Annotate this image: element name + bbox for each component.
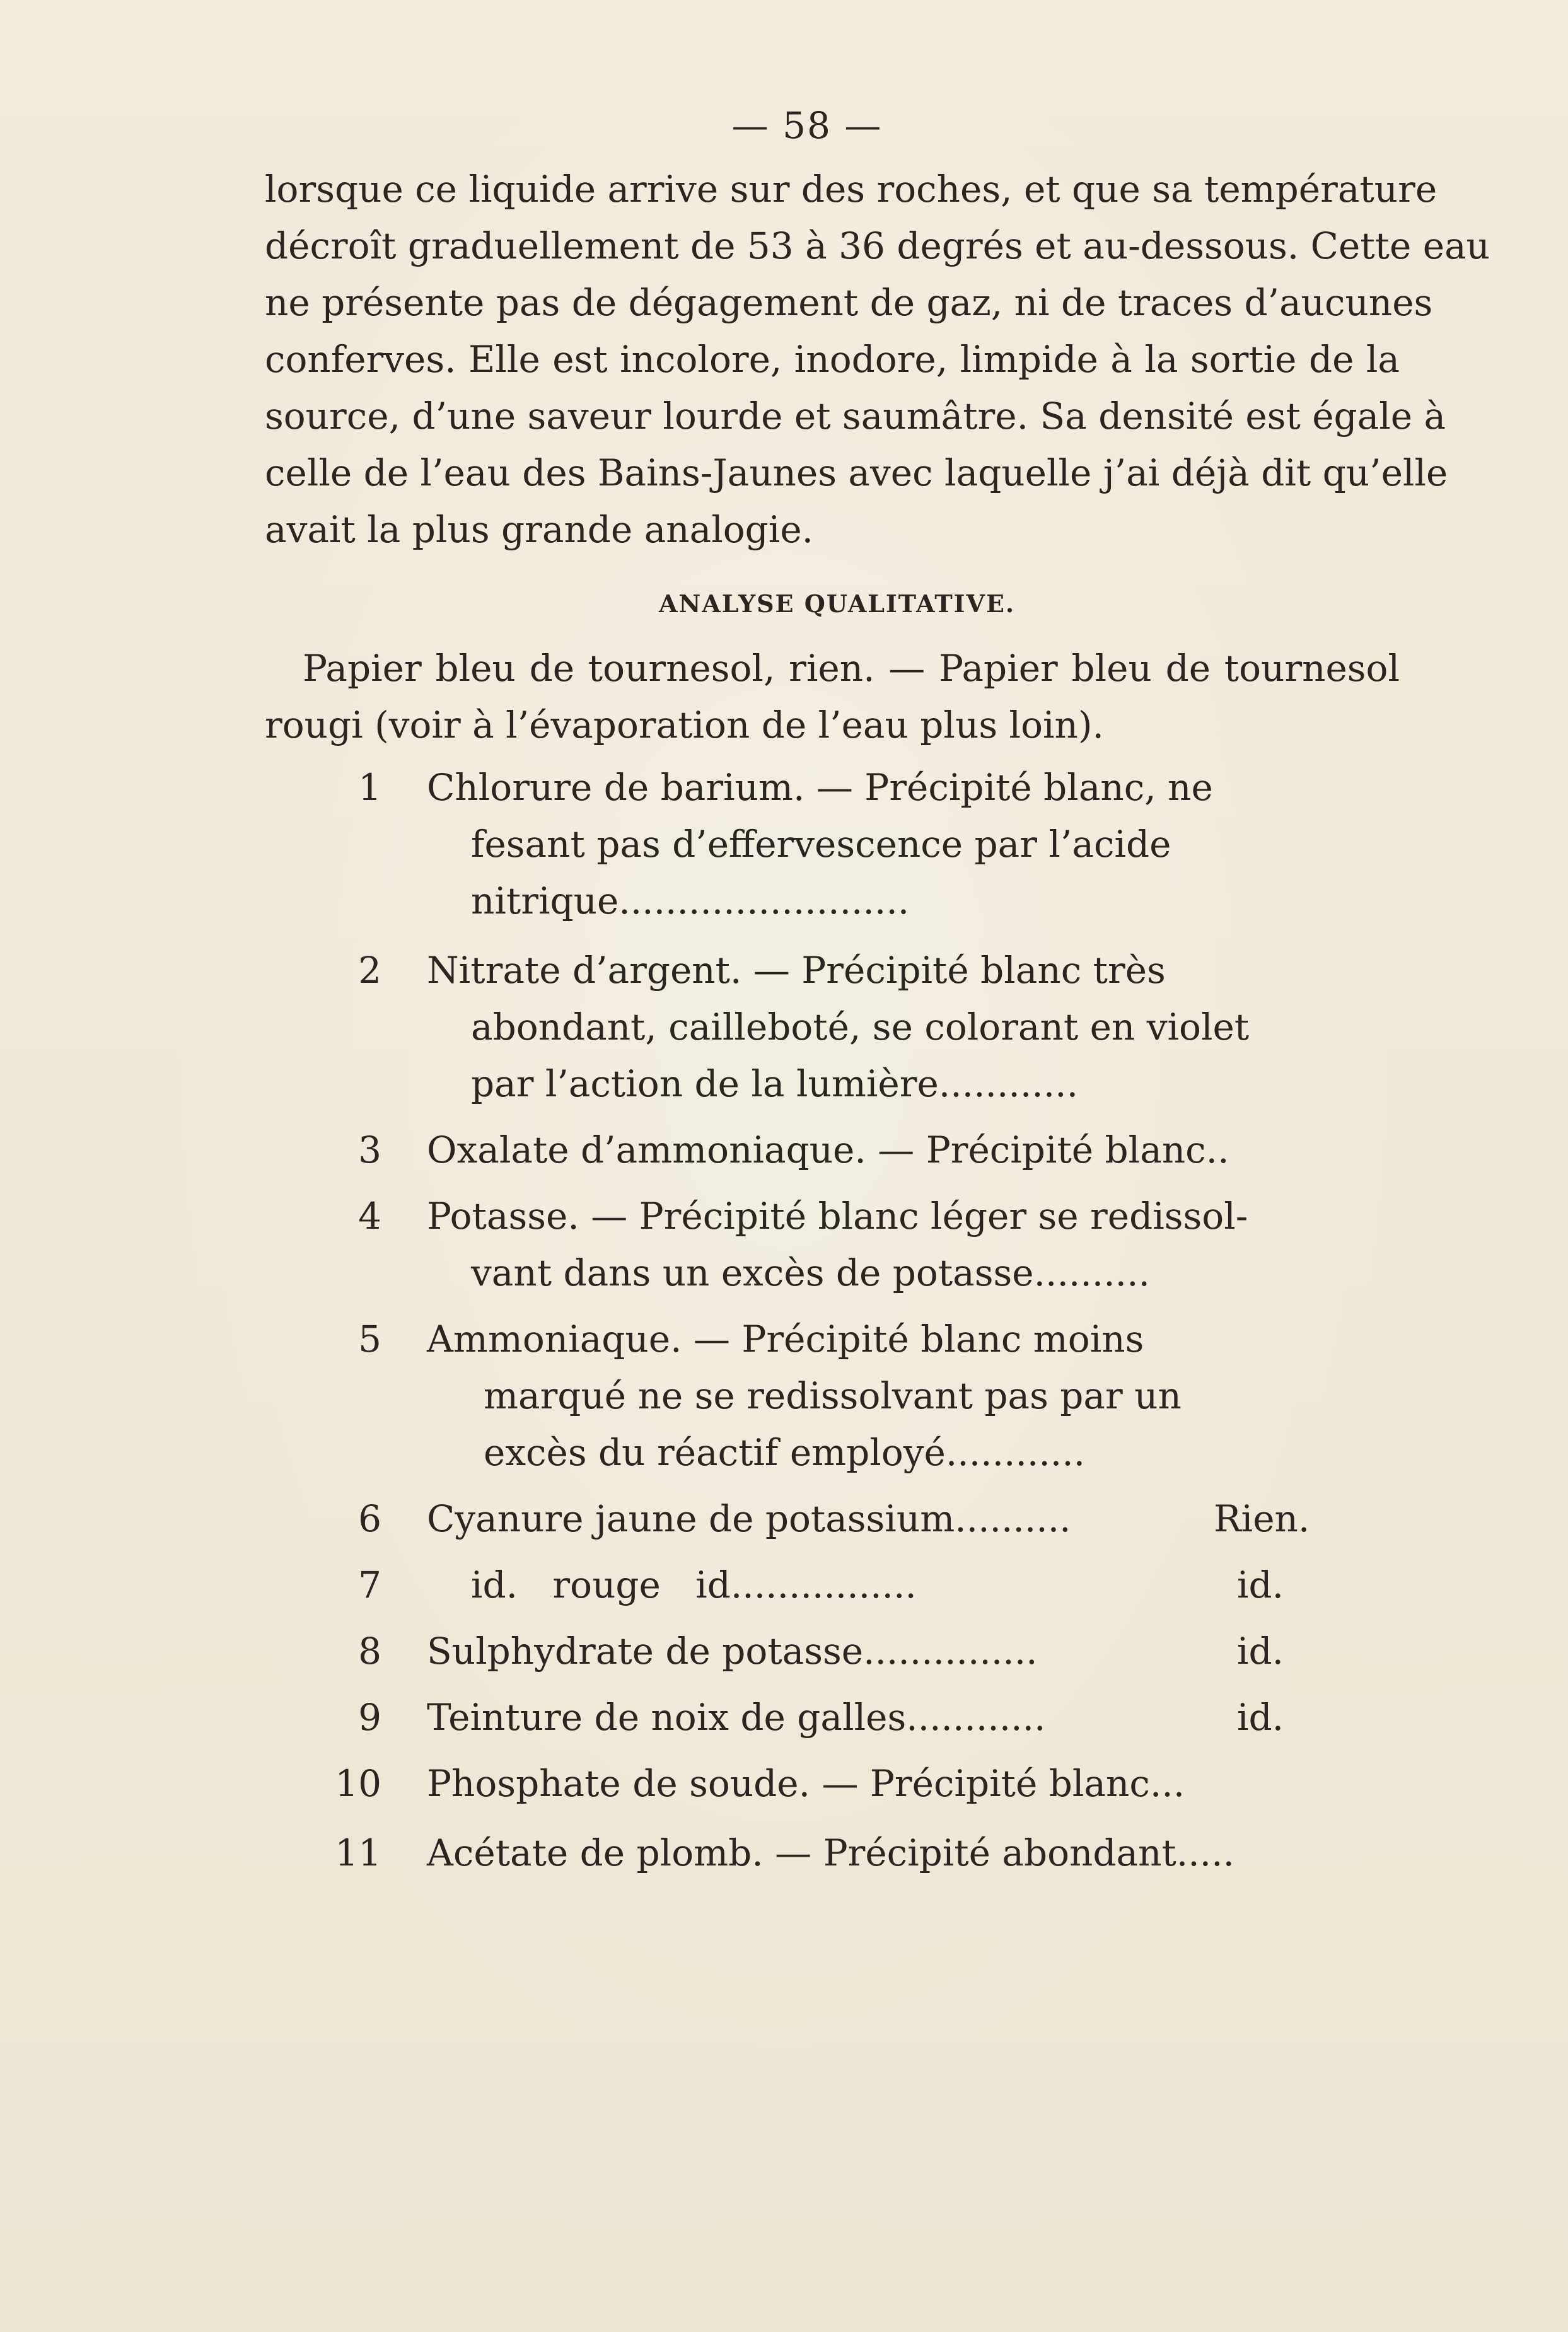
item-line: nitrique......................... bbox=[471, 879, 910, 922]
item-number: 4 bbox=[358, 1195, 381, 1238]
item-line: Nitrate d’argent. — Précipité blanc très bbox=[427, 949, 1166, 992]
item-result: id. bbox=[1237, 1696, 1284, 1739]
reagent-paragraph bbox=[265, 640, 1400, 753]
item-number: 8 bbox=[358, 1630, 381, 1673]
item-line: Acétate de plomb. — Précipité abondant..... bbox=[427, 1831, 1234, 1874]
item-number: 7 bbox=[358, 1563, 381, 1606]
item-line: Teinture de noix de galles............ bbox=[427, 1696, 1046, 1739]
item-number: 6 bbox=[358, 1497, 381, 1540]
item-line: Chlorure de barium. — Précipité blanc, ne bbox=[427, 766, 1213, 809]
item-line: Oxalate d’ammoniaque. — Précipité blanc.. bbox=[427, 1128, 1229, 1171]
item-line: Potasse. — Précipité blanc léger se redissol- bbox=[427, 1195, 1248, 1238]
text-line: conferves. Elle est incolore, inodore, limpide à la sortie de la bbox=[265, 338, 1400, 381]
item-line: fesant pas d’effervescence par l’acide bbox=[471, 823, 1171, 866]
item-number: 5 bbox=[358, 1318, 381, 1360]
item-number: 11 bbox=[335, 1831, 381, 1874]
item-line: Sulphydrate de potasse............... bbox=[427, 1630, 1038, 1673]
item-result: Rien. bbox=[1214, 1497, 1310, 1540]
text-line: ne présente pas de dégagement de gaz, ni de traces d’aucunes bbox=[265, 281, 1433, 324]
item-line: Cyanure jaune de potassium.......... bbox=[427, 1497, 1071, 1540]
text-line: décroît graduellement de 53 à 36 degrés et au-dessous. Cette eau bbox=[265, 224, 1490, 267]
item-line: par l’action de la lumière............ bbox=[471, 1062, 1079, 1105]
text-line: source, d’une saveur lourde et saumâtre. Sa densité est égale à bbox=[265, 395, 1446, 438]
page-number: — 58 — bbox=[731, 104, 883, 147]
section-heading: ANALYSE QUALITATIVE. bbox=[659, 589, 1016, 618]
item-line: marqué ne se redissolvant pas par un bbox=[484, 1374, 1182, 1417]
item-line: id. rouge id................ bbox=[471, 1563, 917, 1606]
text-line: lorsque ce liquide arrive sur des roches, et que sa température bbox=[265, 168, 1437, 211]
item-number: 9 bbox=[358, 1696, 381, 1739]
item-result: id. bbox=[1237, 1563, 1284, 1606]
item-line: excès du réactif employé............ bbox=[484, 1431, 1086, 1474]
item-line: abondant, cailleboté, se colorant en violet bbox=[471, 1006, 1250, 1048]
item-number: 1 bbox=[358, 766, 381, 809]
item-line: Phosphate de soude. — Précipité blanc... bbox=[427, 1762, 1185, 1805]
item-number: 2 bbox=[358, 949, 381, 992]
item-number: 3 bbox=[358, 1128, 381, 1171]
intro-paragraph bbox=[265, 161, 1490, 558]
text-line: avait la plus grande analogie. bbox=[265, 508, 814, 551]
item-line: Ammoniaque. — Précipité blanc moins bbox=[427, 1318, 1144, 1360]
item-line: vant dans un excès de potasse.......... bbox=[471, 1251, 1150, 1294]
text-line: rougi (voir à l’évaporation de l’eau plus loin). bbox=[265, 704, 1104, 746]
text-line: Papier bleu de tournesol, rien. — Papier bleu de tournesol bbox=[303, 647, 1400, 690]
item-result: id. bbox=[1237, 1630, 1284, 1673]
item-number: 10 bbox=[335, 1762, 381, 1805]
text-line: celle de l’eau des Bains-Jaunes avec laquelle j’ai déjà dit qu’elle bbox=[265, 451, 1448, 494]
